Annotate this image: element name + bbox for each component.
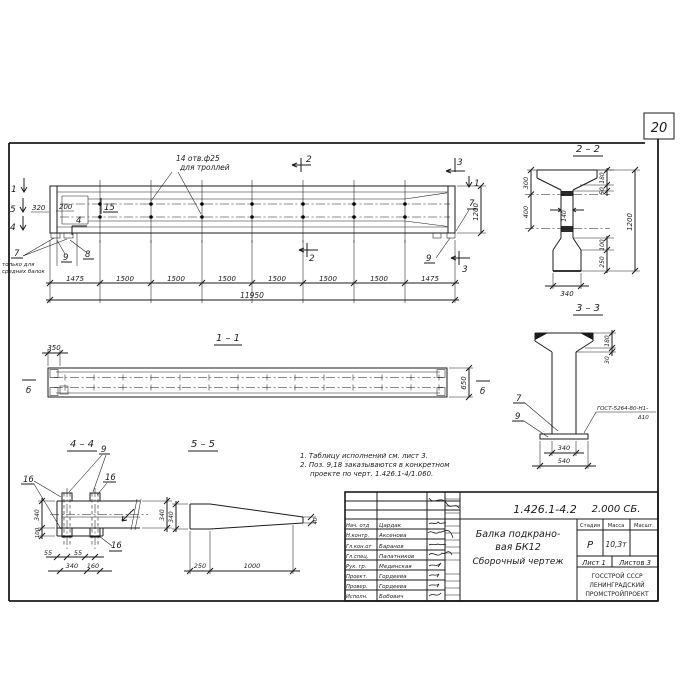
section-2-2-title: 2 – 2 — [575, 144, 601, 155]
section-3-3-dims — [532, 330, 616, 469]
svg-text:180: 180 — [604, 335, 611, 347]
weld-note-line2: Δ10 — [638, 415, 649, 421]
section-3-3 — [512, 303, 656, 469]
dim-1200-right: 1200 — [472, 203, 480, 221]
org-line1: ГОССТРОЙ СССР — [591, 573, 643, 580]
svg-text:100: 100 — [599, 239, 606, 251]
cut-marker-5-left: 5 — [10, 205, 16, 215]
mass-header: Масса — [607, 523, 625, 529]
cut-marker-3-bottom: 3 — [462, 265, 468, 275]
pad-band — [562, 191, 573, 196]
dim-350 — [42, 344, 68, 366]
svg-text:300: 300 — [522, 176, 530, 190]
notes — [300, 452, 450, 478]
dim-seg-1: 1475 — [66, 275, 84, 283]
signature — [429, 522, 446, 524]
section-3-3-outline — [535, 333, 593, 439]
svg-text:340: 340 — [168, 511, 175, 523]
callout-7-right: 7 — [469, 199, 475, 209]
svg-text:340: 340 — [34, 509, 41, 521]
product-title-line1: Балка подкрано- — [475, 529, 561, 540]
support-pad — [433, 233, 441, 238]
org-line2: ЛЕНИНГРАДСКИЙ — [589, 582, 645, 589]
hole-gridlines — [100, 180, 405, 243]
svg-text:540: 540 — [557, 457, 571, 465]
svg-text:30: 30 — [604, 356, 611, 364]
org-line3: ПРОМСТРОЙПРОЕКТ — [585, 591, 649, 598]
svg-text:180: 180 — [599, 172, 606, 184]
signature — [429, 574, 439, 577]
note-line-2: 2. Поз. 9,18 заказываются в конкретном — [300, 461, 450, 469]
svg-text:250: 250 — [193, 562, 207, 570]
cut-marker-2-top: 2 — [306, 155, 312, 165]
doc-code: 2.000 СБ. — [591, 504, 641, 515]
signature — [429, 552, 452, 556]
revision-strip-rows — [445, 499, 460, 595]
svg-text:1200: 1200 — [626, 213, 634, 231]
svg-text:1000: 1000 — [243, 562, 261, 570]
cut-marker-2-bottom: 2 — [309, 254, 315, 264]
cut-marker-1-right: 1 — [474, 179, 480, 189]
staff-name: Гордеева — [379, 574, 407, 580]
end-callouts — [2, 198, 478, 275]
callout-16-b: 16 — [105, 473, 116, 483]
note-7-line2: средних балок — [2, 269, 45, 275]
sheet-number: Лист 1 — [582, 559, 606, 567]
staff-name: Мединская — [379, 564, 412, 570]
support-pad — [51, 233, 60, 238]
bottom-dimension-chain — [46, 240, 459, 303]
sheets-total: Листов 3 — [619, 559, 651, 567]
section-3-3-title: 3 – 3 — [575, 303, 601, 314]
svg-text:55: 55 — [73, 549, 83, 557]
dim-320: 320 — [32, 204, 46, 212]
svg-text:140: 140 — [561, 210, 568, 222]
callout-7: 7 — [516, 394, 522, 404]
callout-9-left: 9 — [63, 253, 69, 263]
staff-name: Палатников — [379, 554, 415, 560]
svg-text:350: 350 — [47, 344, 61, 352]
weld-note-line1: ГОСТ-5264-80-Н1- — [597, 406, 649, 412]
section-b-markers — [22, 380, 490, 397]
section-1-1-title: 1 – 1 — [215, 333, 241, 344]
height-dimension — [457, 183, 486, 236]
callout-4: 4 — [76, 216, 82, 226]
svg-text:340: 340 — [557, 444, 571, 452]
holes-callout — [151, 154, 230, 214]
staff-role: Н.контр. — [346, 533, 370, 539]
holes-label-line2: для троллей — [180, 163, 230, 172]
weld-mark — [535, 333, 548, 340]
signature — [429, 544, 446, 545]
product-title-line3: Сборочный чертеж — [472, 557, 564, 567]
marker-b-right: б — [480, 387, 486, 397]
svg-text:400: 400 — [522, 205, 530, 219]
staff-rows — [346, 523, 414, 600]
section-3-3-callouts — [512, 394, 656, 437]
holes-label-line1: 14 отв.ф25 — [176, 154, 220, 163]
svg-text:50: 50 — [599, 187, 606, 195]
staff-name: Баранов — [379, 544, 404, 550]
dim-200: 200 — [59, 203, 73, 211]
section-cut-markers — [10, 155, 480, 275]
callout-8: 8 — [85, 250, 91, 260]
staff-role: Гл.кон.от — [346, 544, 372, 550]
signature — [429, 584, 439, 587]
signature — [429, 498, 459, 508]
cut-marker-4-left: 4 — [10, 223, 16, 233]
svg-text:250: 250 — [599, 256, 606, 268]
signature — [429, 593, 441, 596]
section-5-5-outline — [190, 504, 303, 529]
title-block — [345, 492, 658, 601]
mass-value: 10,3т — [605, 540, 627, 549]
svg-text:340: 340 — [65, 562, 79, 570]
callout-9: 9 — [101, 445, 107, 455]
marker-b-left: б — [26, 386, 32, 396]
staff-name: Гордеева — [379, 584, 407, 590]
dim-seg-7: 1500 — [370, 275, 388, 283]
svg-text:340: 340 — [560, 290, 574, 298]
signature — [429, 563, 441, 567]
dim-seg-6: 1500 — [319, 275, 337, 283]
svg-text:55: 55 — [43, 549, 53, 557]
staff-role: Рук. гр. — [346, 564, 367, 570]
weld-mark — [580, 333, 593, 340]
staff-role: Нач. отд — [346, 523, 370, 529]
section-4-4 — [21, 439, 172, 574]
section-2-2-dims — [522, 167, 640, 298]
signature — [428, 530, 453, 538]
staff-name: Бобович — [379, 594, 404, 600]
svg-text:40: 40 — [313, 517, 319, 525]
svg-text:650: 650 — [460, 376, 468, 390]
section-2-2 — [522, 144, 640, 298]
dim-seg-8: 1475 — [421, 275, 439, 283]
stage-header: Стадия — [580, 523, 600, 529]
dim-seg-3: 1500 — [167, 275, 185, 283]
section-1-1 — [22, 333, 490, 400]
callout-9-right: 9 — [426, 254, 432, 264]
callout-15: 15 — [104, 203, 115, 213]
note-line-1: 1. Таблицу исполнений см. лист 3. — [300, 452, 428, 460]
cut-marker-1-left: 1 — [11, 185, 17, 195]
svg-text:100: 100 — [35, 527, 41, 539]
staff-name: Цардак — [379, 523, 401, 529]
trolley-holes — [60, 202, 450, 219]
staff-role: Проект. — [346, 574, 368, 580]
section-5-5-title: 5 – 5 — [190, 439, 216, 450]
section-4-4-outline — [50, 488, 148, 549]
page-number: 20 — [650, 121, 668, 136]
cut-marker-3-top: 3 — [457, 158, 463, 168]
callout-9: 9 — [515, 412, 521, 422]
callout-7-left: 7 — [14, 249, 20, 259]
svg-text:340: 340 — [159, 509, 166, 521]
scale-header: Масшт. — [634, 523, 654, 529]
staff-role: Исполн. — [346, 594, 368, 600]
pad-band — [562, 226, 573, 232]
beam-outline — [50, 186, 455, 266]
callout-16-c: 16 — [111, 541, 122, 551]
dim-650 — [449, 365, 473, 400]
staff-role: Провер. — [346, 584, 368, 590]
doc-number: 1.426.1-4.2 — [513, 503, 577, 516]
dim-seg-4: 1500 — [218, 275, 236, 283]
dim-seg-2: 1500 — [116, 275, 134, 283]
main-elevation-view — [2, 154, 486, 303]
staff-name: Аксенова — [379, 533, 407, 539]
staff-role: Гл.спец. — [346, 554, 369, 560]
callout-16-a: 16 — [23, 475, 34, 485]
note-7-line1: только для — [2, 262, 35, 268]
dim-seg-5: 1500 — [268, 275, 286, 283]
section-5-5 — [168, 439, 319, 574]
section-4-4-title: 4 – 4 — [69, 439, 95, 450]
support-pad — [447, 233, 455, 238]
page-number-box — [644, 113, 674, 139]
dim-total: 11950 — [240, 291, 264, 300]
note-line-3: проекте по черт. 1.426.1-4/1.060. — [310, 470, 434, 478]
section-5-5-dims — [168, 501, 319, 574]
svg-text:160: 160 — [86, 562, 100, 570]
product-title-line2: вая БК12 — [495, 542, 541, 553]
stage-value: Р — [586, 540, 594, 551]
